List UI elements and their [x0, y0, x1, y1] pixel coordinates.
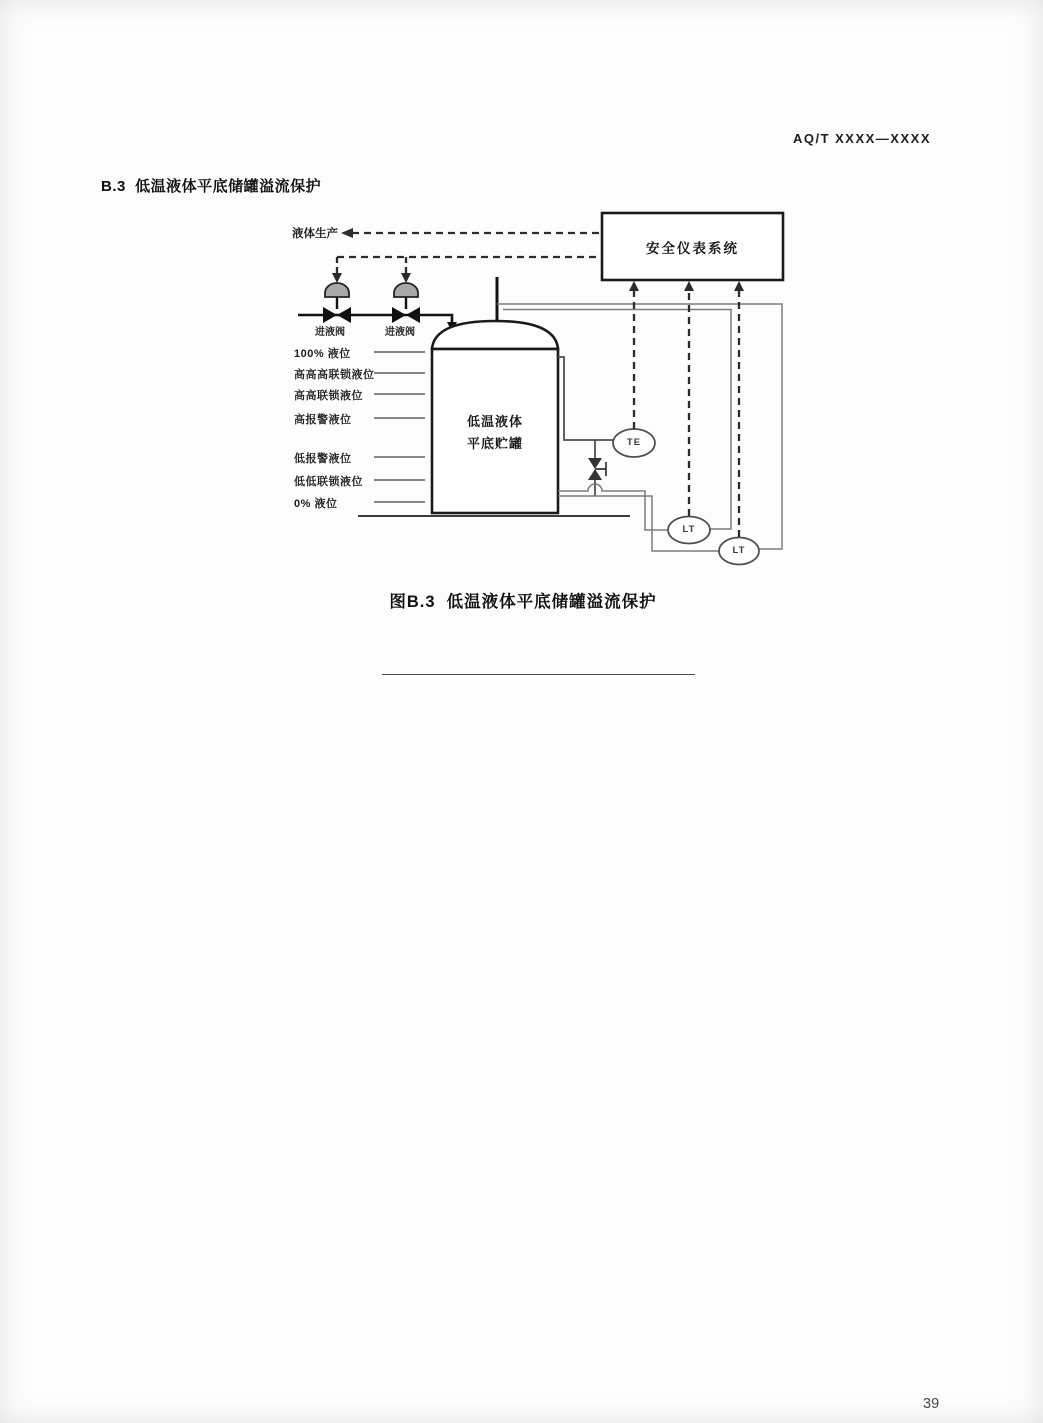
valve-1-body-right [337, 307, 351, 323]
level-label-ll-interlock: 低低联锁液位 [294, 476, 363, 488]
valve-1-actuator-icon [325, 283, 349, 297]
drain-valve-top [588, 458, 602, 469]
tank-label [432, 411, 558, 455]
tank-label-line2: 平底贮罐 [466, 436, 523, 451]
valve-2-label: 进液阀 [385, 327, 415, 338]
level-tick-lines [374, 352, 425, 502]
level-label-100: 100% 液位 [294, 348, 351, 360]
arrow-up-lt1-icon [684, 281, 694, 291]
valve-1-label: 进液阀 [315, 327, 345, 338]
valve-2-body-right [406, 307, 420, 323]
arrow-down-valve-2-icon [401, 273, 411, 283]
level-label-0: 0% 液位 [294, 498, 338, 510]
instrument-tag-lt2: LT [732, 545, 746, 556]
figure-caption: 图B.3 低温液体平底储罐溢流保护 [389, 593, 657, 611]
arrow-up-lt2-icon [734, 281, 744, 291]
sis-label: 安全仪表系统 [646, 240, 739, 256]
valve-2-body-left [392, 307, 406, 323]
level-label-hhh-interlock: 高高高联锁液位 [294, 369, 375, 381]
doc-number: AQ/T XXXX—XXXX [792, 131, 931, 146]
tank-label-line1: 低温液体 [466, 414, 523, 429]
feed-production-label: 液体生产 [292, 228, 338, 240]
valve-1-body-left [323, 307, 337, 323]
drain-valve-bottom [588, 469, 602, 480]
arrow-up-te-icon [629, 281, 639, 291]
page-number: 39 [923, 1396, 940, 1412]
end-of-text-divider [382, 674, 695, 675]
level-label-hh-interlock: 高高联锁液位 [294, 390, 363, 402]
section-heading: B.3 低温液体平底储罐溢流保护 [101, 178, 322, 195]
arrow-down-valve-1-icon [332, 273, 342, 283]
arrow-left-icon [341, 228, 353, 238]
instrument-tag-lt1: LT [682, 524, 696, 535]
standpipe [558, 357, 613, 440]
level-label-high-alarm: 高报警液位 [294, 414, 352, 426]
instrument-tag-te: TE [626, 437, 642, 448]
level-label-low-alarm: 低报警液位 [294, 453, 352, 465]
valve-2-actuator-icon [394, 283, 418, 297]
